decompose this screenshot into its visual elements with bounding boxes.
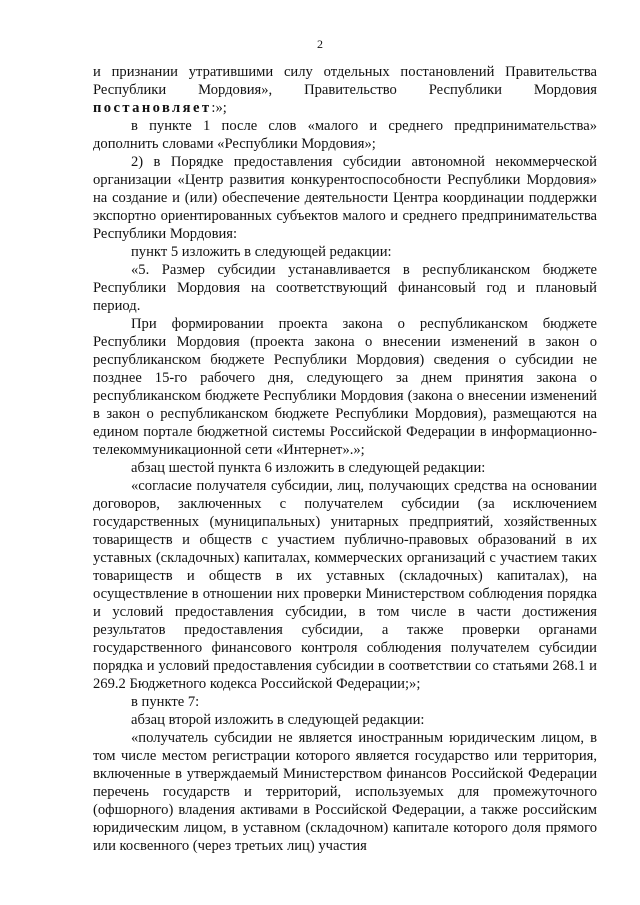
paragraph: пункт 5 изложить в следующей редакции: (131, 244, 392, 260)
paragraph: При формировании проекта закона о республиканском бюджете Республики Мордовия (проекта закона о внесении изменений в закон о республиканском бюджете Республики Мордовия) сведения о субсидии не позднее 15-го рабочего дня, следующего за днем принятия закона о республиканском бюджете Республики Мордовия (закона о внесении изменений в закон о республиканском бюджете Республики Мордовия), размещаются на едином портале бюджетной системы Российской Федерации в информационно-телекоммуникационной сети «Интернет».»; (93, 316, 597, 458)
document-body (93, 63, 597, 855)
paragraph: в пункте 1 после слов «малого и среднего предпринимательства» дополнить словами «Республики Мордовия»; (93, 118, 597, 152)
paragraph-continuation (93, 63, 597, 117)
paragraph: абзац шестой пункта 6 изложить в следующей редакции: (131, 460, 486, 476)
resolution-keyword: постановляет (93, 100, 212, 116)
paragraph: «согласие получателя субсидии, лиц, получающих средства на основании договоров, заключенных с получателем субсидии (за исключением государственных (муниципальных) унитарных предприятий, хозяйственных товариществ и обществ с участием публично-правовых образований в их уставных (складочных) капиталах, коммерческих организаций с участием таких товариществ и обществ в их уставных (складочных) капиталах), на осуществление в отношении них проверки Министерством соблюдения порядка и условий предоставления субсидии, в том числе в части достижения результатов предоставления субсидии, а также проверки органами государственного финансового контроля соблюдения получателем субсидии порядка и условий предоставления субсидии в соответствии со статьями 268.1 и 269.2 Бюджетного кодекса Российской Федерации;»; (93, 478, 597, 692)
paragraph-tail: :»; (211, 100, 227, 116)
paragraph-text: и признании утратившими силу отдельных постановлений Правительства Республики Мордовия», Правительство Республики Мордовия (93, 64, 597, 98)
paragraph: абзац второй изложить в следующей редакции: (131, 712, 425, 728)
paragraph: в пункте 7: (131, 694, 200, 710)
page-number: 2 (317, 37, 323, 51)
paragraph: 2) в Порядке предоставления субсидии автономной некоммерческой организации «Центр развития конкурентоспособности Республики Мордовия» на создание и (или) обеспечение деятельности Центра координации поддержки экспортно ориентированных субъектов малого и среднего предпринимательства Республики Мордовия: (93, 154, 597, 242)
paragraph: «получатель субсидии не является иностранным юридическим лицом, в том числе местом регистрации которого является государство или территория, включенные в утверждаемый Министерством финансов Российской Федерации перечень государств и территорий, используемых для промежуточного (офшорного) владения активами в Российской Федерации, а также российским юридическим лицом, в уставном (складочном) капитале которого доля прямого или косвенного (через третьих лиц) участия (93, 730, 597, 854)
paragraph: «5. Размер субсидии устанавливается в республиканском бюджете Республики Мордовия на соответствующий финансовый год и плановый период. (93, 262, 597, 314)
